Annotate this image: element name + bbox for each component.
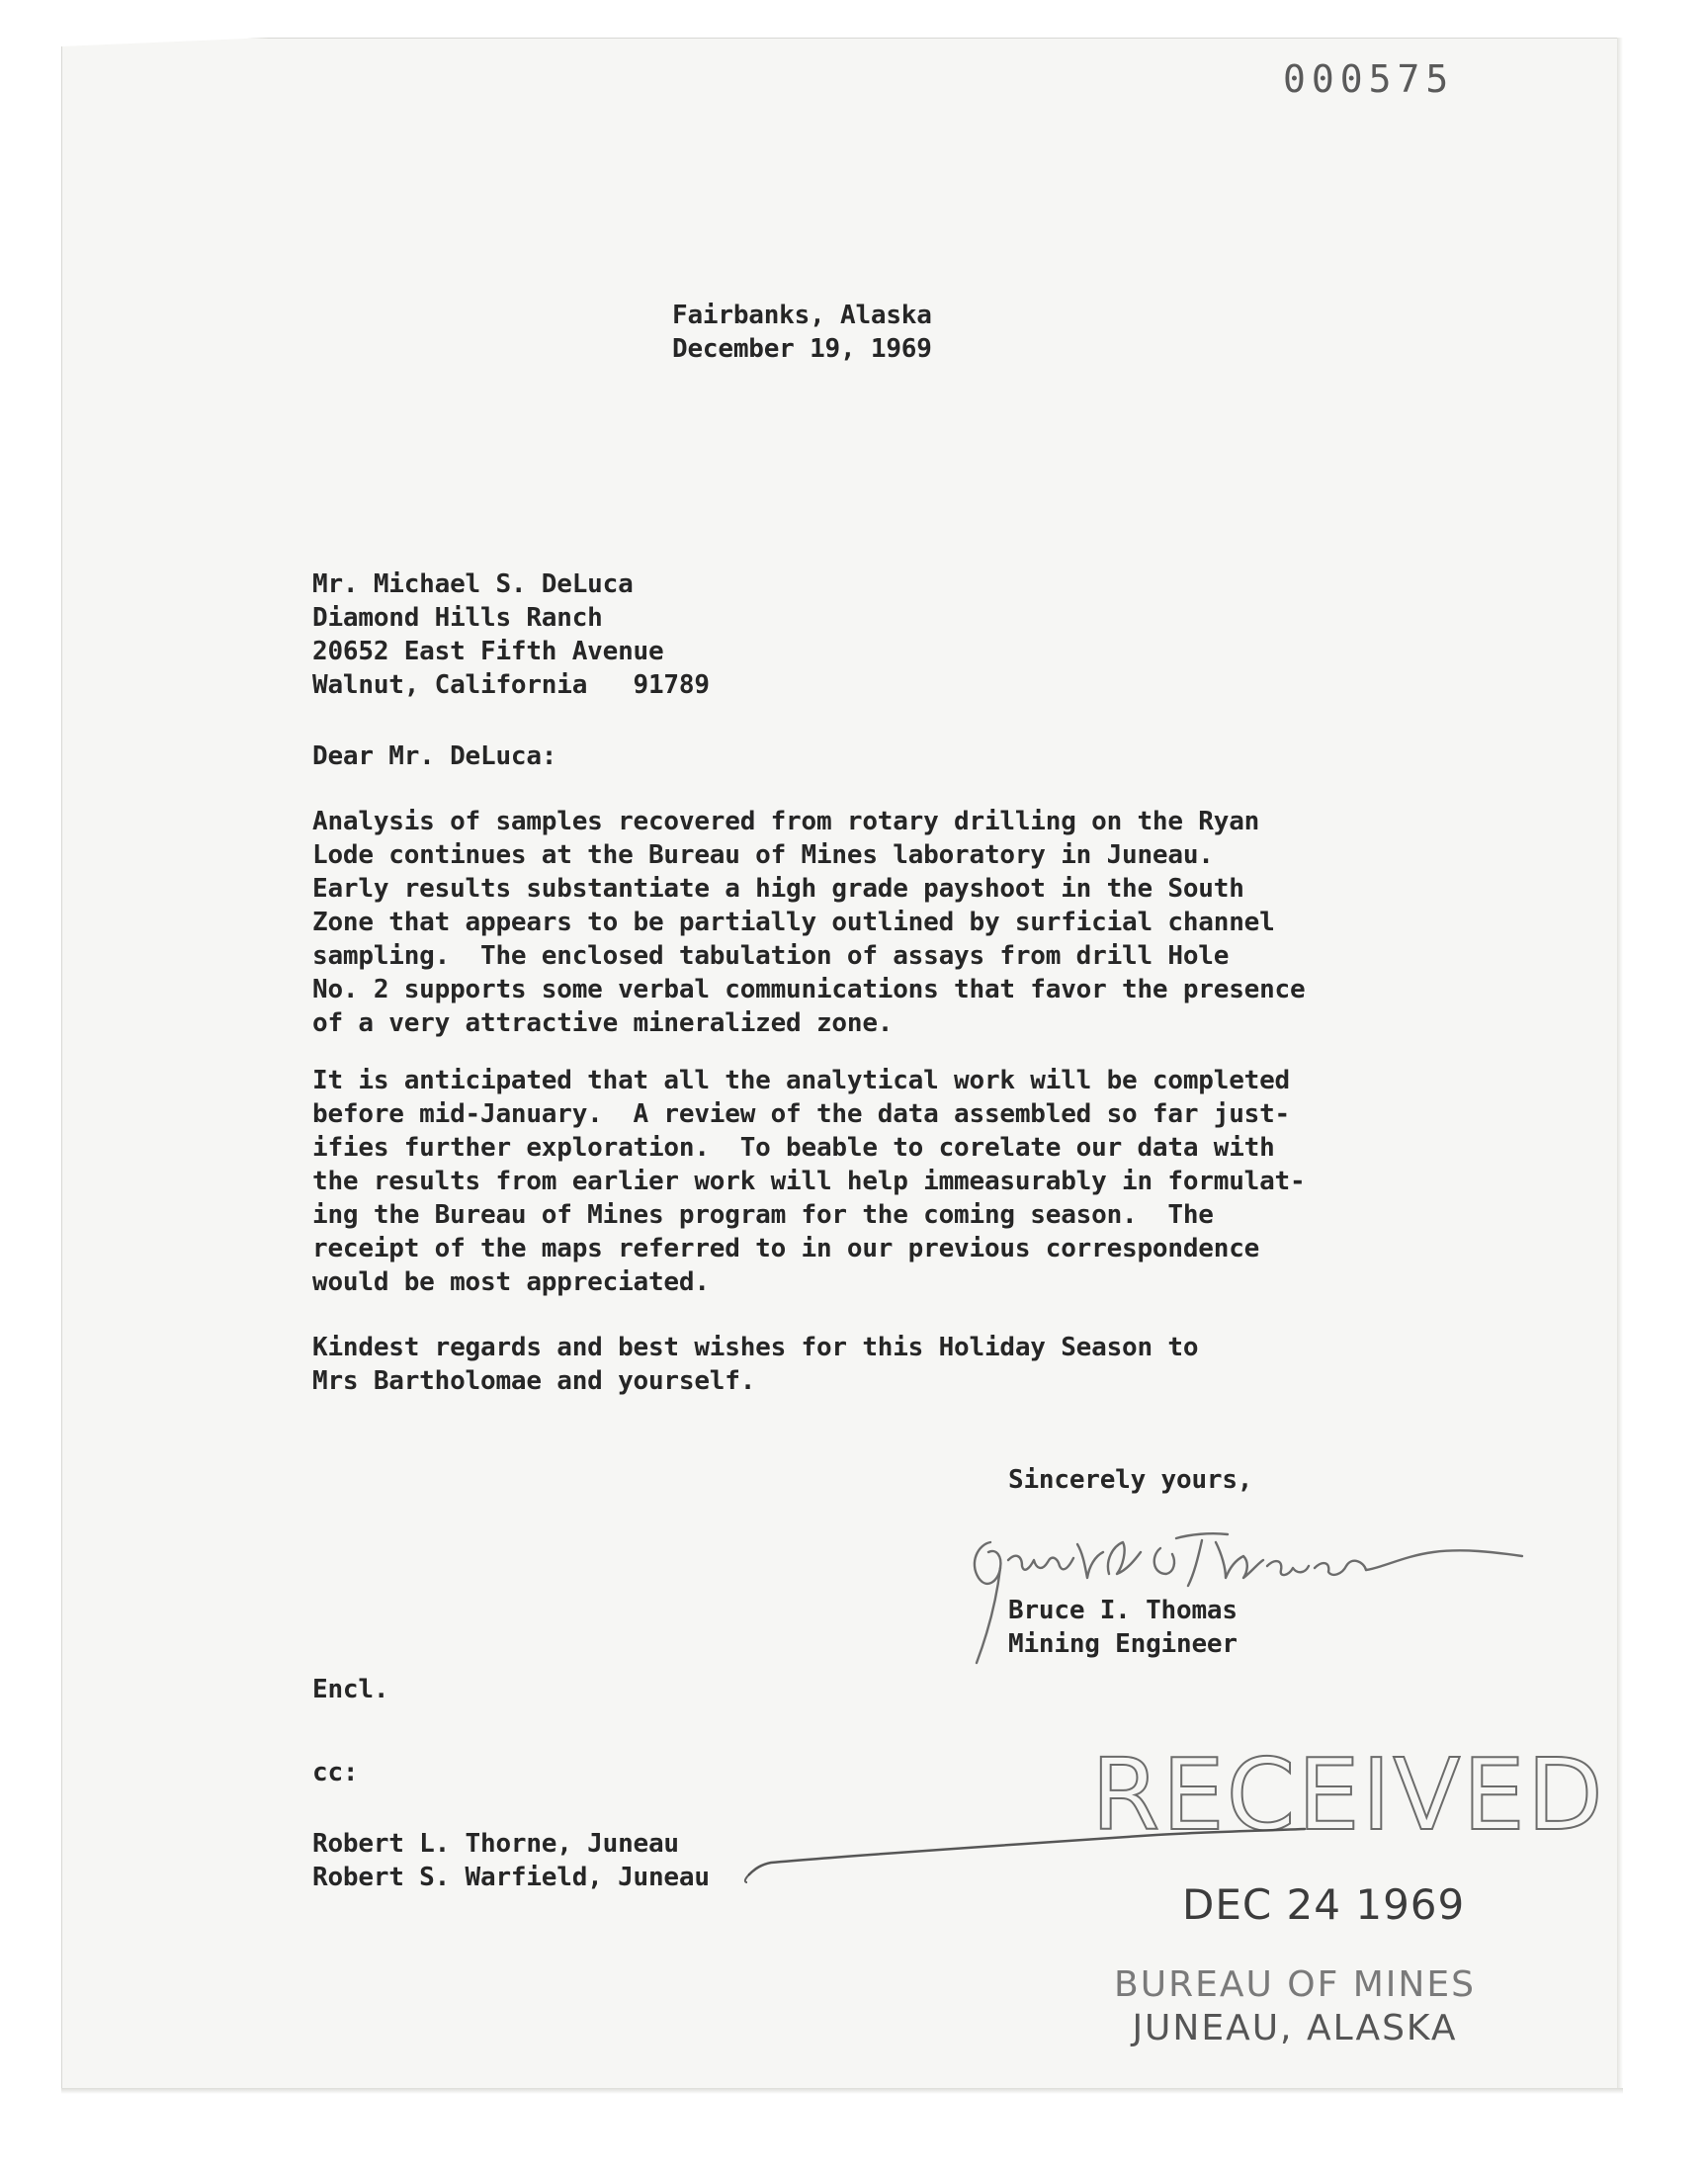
received-stamp [1083,1736,1605,2072]
paragraph-line: ifies further exploration. To beable to corelate our data with [312,1133,1275,1163]
paragraph-line: It is anticipated that all the analytical work will be completed [312,1066,1291,1095]
signer-title: Mining Engineer [1008,1629,1238,1659]
paragraph-line: before mid-January. A review of the data assembled so far just- [312,1099,1291,1129]
paragraph-line: Early results substantiate a high grade payshoot in the South [312,874,1244,904]
paragraph-line: would be most appreciated. [312,1267,710,1297]
signer-name: Bruce I. Thomas [1008,1596,1238,1625]
cc-recipient: Robert L. Thorne, Juneau [312,1829,679,1859]
paragraph-line: Lode continues at the Bureau of Mines laboratory in Juneau. [312,840,1214,870]
stamp-office: BUREAU OF MINES [1114,1964,1476,2005]
salutation: Dear Mr. DeLuca: [312,741,557,771]
recipient-name: Mr. Michael S. DeLuca [312,569,634,599]
stamp-received-text: RECEIVED [1091,1737,1605,1853]
paper-edge [61,2088,1623,2094]
recipient-line: 20652 East Fifth Avenue [312,637,664,666]
recipient-line: Diamond Hills Ranch [312,603,603,633]
recipient-line: Walnut, California 91789 [312,670,710,700]
cc-label: cc: [312,1758,359,1787]
heading-date: December 19, 1969 [672,334,932,364]
paragraph-line: Zone that appears to be partially outlined by surficial channel [312,908,1275,937]
paper-edge [1617,38,1623,2094]
paragraph-line: receipt of the maps referred to in our previous correspondence [312,1234,1260,1263]
paragraph-line: ing the Bureau of Mines program for the coming season. The [312,1200,1214,1230]
paragraph-line: sampling. The enclosed tabulation of assays from drill Hole [312,941,1230,971]
stamp-date: DEC 24 1969 [1182,1880,1466,1929]
paragraph-line: Mrs Bartholomae and yourself. [312,1366,756,1396]
paragraph-line: Kindest regards and best wishes for this Holiday Season to [312,1333,1199,1362]
document-number: 000575 [1283,57,1455,101]
paragraph-line: No. 2 supports some verbal communications that favor the presence [312,975,1306,1004]
stamp-city: JUNEAU, ALASKA [1132,2008,1458,2048]
paragraph-line: the results from earlier work will help immeasurably in formulat- [312,1167,1306,1196]
paragraph-line: of a very attractive mineralized zone. [312,1008,894,1038]
closing: Sincerely yours, [1008,1465,1253,1495]
paragraph-line: Analysis of samples recovered from rotary drilling on the Ryan [312,807,1260,836]
heading-place: Fairbanks, Alaska [672,301,932,330]
enclosure-note: Encl. [312,1675,389,1704]
cc-recipient: Robert S. Warfield, Juneau [312,1863,710,1892]
